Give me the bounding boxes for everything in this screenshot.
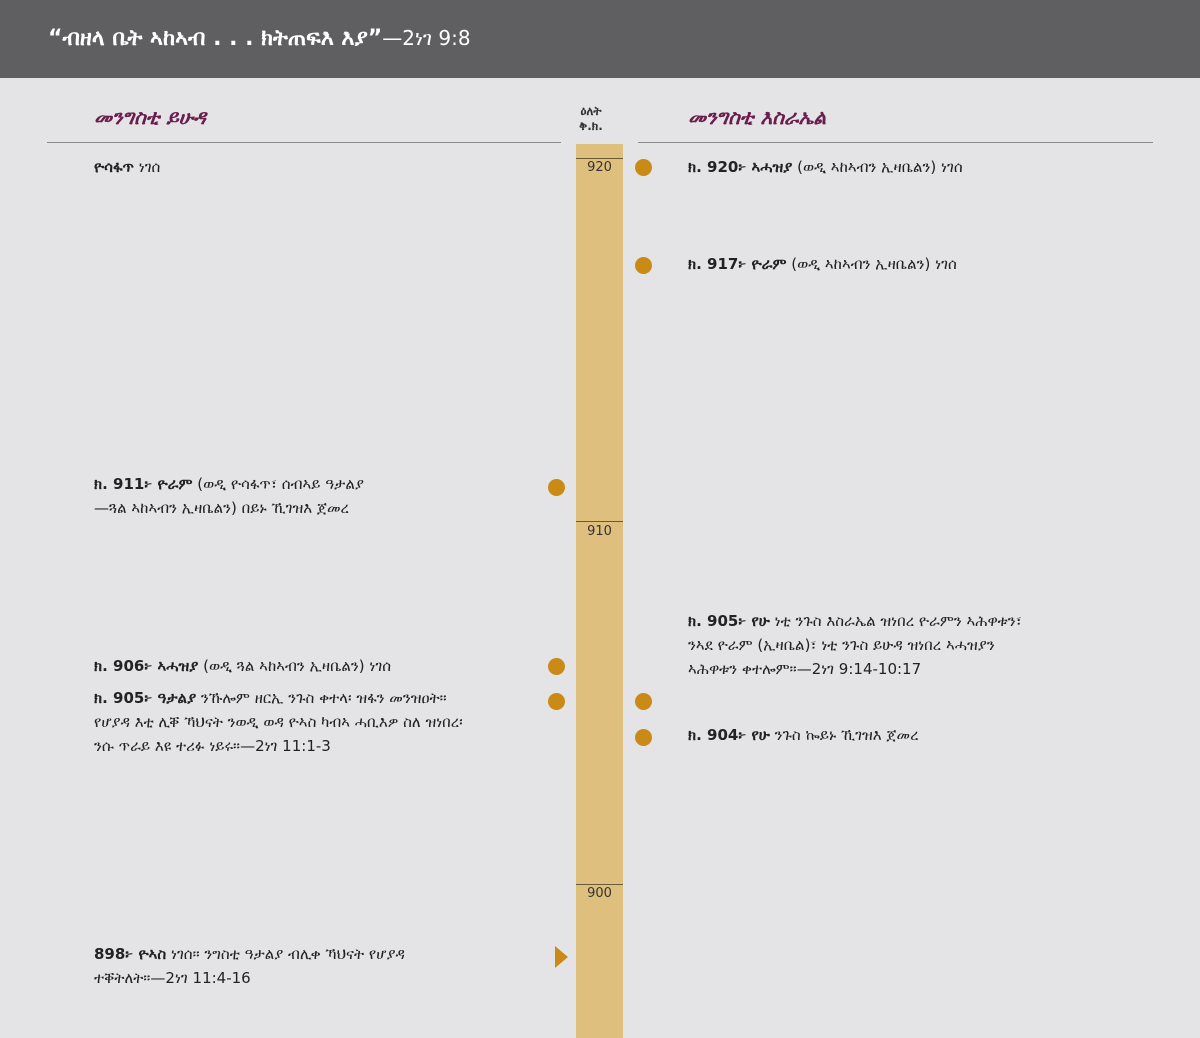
page-title [48,26,471,51]
title-reference: —2ነገ 9:8 [382,26,471,50]
event-date: ክ. 920፦ [688,158,752,176]
timeline-tick-label: 920 [587,160,612,175]
event-text: ነገሰ [133,158,161,176]
era-label [574,104,608,134]
event-line [94,155,160,179]
event-text: ንጉስ ኰይኑ ኺገዝእ ጀመረ [769,726,919,744]
event-date: ክ. 917፦ [688,255,752,273]
title-text: “ብዘላ ቤት ኣከኣብ . . . ክትጠፍእ እያ” [48,26,383,51]
timeline-tick [576,521,623,522]
event-line [94,686,463,710]
era-label-line1: ዕለት [580,104,602,118]
event-text: ነቲ ንጉስ እስራኤል ዝነበረ ዮራምን ኣሕዋቱን፣ [769,612,1022,630]
judah-event-jehoram [94,472,364,520]
event-text: ንሱ ጥራይ እዩ ተሪፉ ነይሩ።—2ነገ 11:1-3 [94,737,331,755]
event-marker-dot [635,159,652,176]
event-king-name: ዮራም [751,255,787,273]
event-date: ክ. 905፦ [688,612,752,630]
event-text: ኣሕዋቱን ቀተሎም።—2ነገ 9:14-10:17 [688,660,922,678]
event-text: (ወዲ ኣከኣብን ኢዛቤልን) ነገሰ [792,158,963,176]
event-line [688,252,957,276]
event-king-name: ዮኣስ [138,945,167,963]
event-marker-dot [635,693,652,710]
event-text: (ወዲ ጓል ኣከኣብን ኢዛቤልን) ነገሰ [198,657,392,675]
era-label-line2: ቅ.ክ. [579,119,603,133]
event-marker-arrow [555,946,568,968]
event-king-name: ዓታልያ [157,689,197,707]
event-line [688,155,963,179]
event-text: ንኣደ ዮራም (ኢዛቤል)፣ ነቲ ንጉስ ይሁዳ ዝነበረ ኣሓዝያን [688,636,995,654]
header-banner [0,0,1200,78]
event-date: 898፦ [94,945,139,963]
event-line [94,942,405,966]
event-text: (ወዲ ዮሳፋጥ፣ ሰብኣይ ዓታልያ [192,475,364,493]
event-text: —ጓል ኣከኣብን ኢዛቤልን) በይኑ ኺገዝእ ጀመረ [94,499,349,517]
timeline-tick-label: 910 [587,524,612,539]
israel-event-jehu-kills [688,609,1022,681]
timeline-tick-label: 900 [587,886,612,901]
right-column-heading: መንግስቲ እስራኤል [688,105,827,129]
event-marker-dot [635,729,652,746]
left-heading-rule [47,142,561,143]
event-date: ክ. 911፦ [94,475,158,493]
event-text: ነገሰ። ንግስቲ ዓታልያ ብሊቀ ኻህናት የሆያዳ [166,945,405,963]
right-heading-rule [638,142,1153,143]
event-king-name: ኣሓዝያ [751,158,793,176]
event-date: ክ. 905፦ [94,689,158,707]
timeline-bar [576,144,623,1038]
event-line [94,472,364,496]
left-column-heading: መንግስቲ ይሁዳ [94,105,206,129]
israel-event-jehoram [688,252,957,276]
judah-event-jehoshaphat [94,155,160,179]
timeline-tick [576,158,623,159]
event-king-name: ዮራም [157,475,193,493]
event-line [94,654,391,678]
event-text: ንኹሎም ዘርኢ ንጉስ ቀተላ፡ ዝፋን መንዝዐት። [196,689,447,707]
israel-event-jehu-reigns [688,723,918,747]
event-date: ክ. 906፦ [94,657,158,675]
judah-event-athaliah [94,686,463,758]
event-marker-dot [548,658,565,675]
event-text: ተቐትለት።—2ነገ 11:4-16 [94,969,251,987]
event-marker-dot [548,693,565,710]
event-line [688,609,1022,633]
judah-event-jehoash [94,942,405,990]
event-marker-dot [548,479,565,496]
event-marker-dot [635,257,652,274]
event-text: (ወዲ ኣከኣብን ኢዛቤልን) ነገሰ [786,255,957,273]
event-text: የሆያዳ እቲ ሊቐ ኻህናት ንወዲ ወዳ ዮኣስ ካብኣ ሓቢእዎ ስለ ዝነበረ፡ [94,713,463,731]
event-king-name: ዮሳፋጥ [94,158,134,176]
israel-event-ahaziah [688,155,963,179]
event-king-name: የሁ [751,726,770,744]
event-king-name: የሁ [751,612,770,630]
event-king-name: ኣሓዝያ [157,657,199,675]
event-date: ክ. 904፦ [688,726,752,744]
judah-event-ahaziah [94,654,391,678]
timeline-tick [576,884,623,885]
event-line [688,723,918,747]
